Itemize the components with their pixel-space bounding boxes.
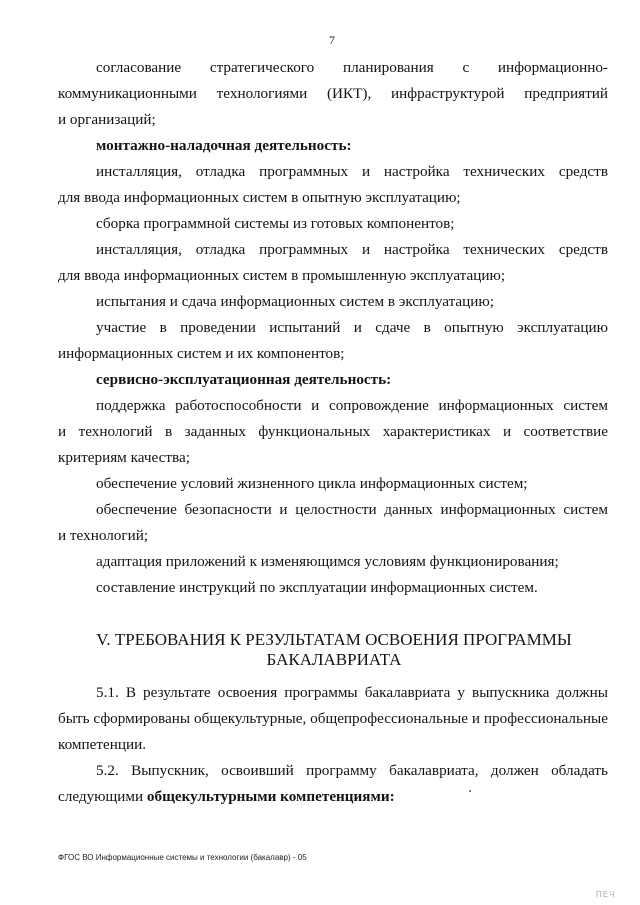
text-line: для ввода информационных систем в промышленную эксплуатацию; [58,267,506,284]
text-line: и технологий в заданных функциональных характеристиках и соответствие [58,423,608,440]
scan-speck [469,790,471,792]
subsection-heading: монтажно-наладочная деятельность: [96,137,352,154]
paragraph-5-2-line [58,788,395,806]
paragraph-5-1-line: быть сформированы общекультурные, общепрофессиональные и профессиональные [58,710,608,727]
page-number: 7 [329,33,335,47]
text-line: согласование стратегического планирования с информационно- [96,59,608,76]
text-line: адаптация приложений к изменяющимся условиям функционирования; [96,553,559,570]
page-footer: ФГОС ВО Информационные системы и технологии (бакалавр) - 05 [58,853,307,862]
text-line: инсталляция, отладка программных и настройка технических средств [96,241,608,258]
paragraph-5-2-line: 5.2. Выпускник, освоивший программу бакалавриата, должен обладать [96,762,608,779]
scan-edge-mark: ПЕЧ [596,890,616,899]
text-line: испытания и сдача информационных систем в эксплуатацию; [96,293,494,310]
text-line: обеспечение условий жизненного цикла информационных систем; [96,475,528,492]
section-heading-line1: V. ТРЕБОВАНИЯ К РЕЗУЛЬТАТАМ ОСВОЕНИЯ ПРОГРАММЫ [96,630,572,649]
subsection-heading: сервисно-эксплуатационная деятельность: [96,371,392,388]
text-line: и организаций; [58,111,156,128]
text-line: критериям качества; [58,449,190,466]
section-heading-line2: БАКАЛАВРИАТА [266,650,402,669]
text-line: сборка программной системы из готовых компонентов; [96,215,455,232]
text-line: коммуникационными технологиями (ИКТ), инфраструктурой предприятий [58,85,608,102]
text-line: составление инструкций по эксплуатации информационных систем. [96,579,538,596]
text-line: информационных систем и их компонентов; [58,345,345,362]
paragraph-5-1-line: 5.1. В результате освоения программы бакалавриата у выпускника должны [96,684,608,701]
text-line: для ввода информационных систем в опытную эксплуатацию; [58,189,461,206]
text-line: обеспечение безопасности и целостности данных информационных систем [96,501,608,518]
competencies-label: общекультурными компетенциями: [146,788,395,805]
text-line: поддержка работоспособности и сопровождение информационных систем [96,397,608,414]
text-line: инсталляция, отладка программных и настройка технических средств [96,163,608,180]
text-line: участие в проведении испытаний и сдаче в опытную эксплуатацию [96,319,608,336]
paragraph-5-1-line: компетенции. [58,736,147,753]
paragraph-5-2-prefix: следующими [58,788,147,805]
text-line: и технологий; [58,527,149,544]
